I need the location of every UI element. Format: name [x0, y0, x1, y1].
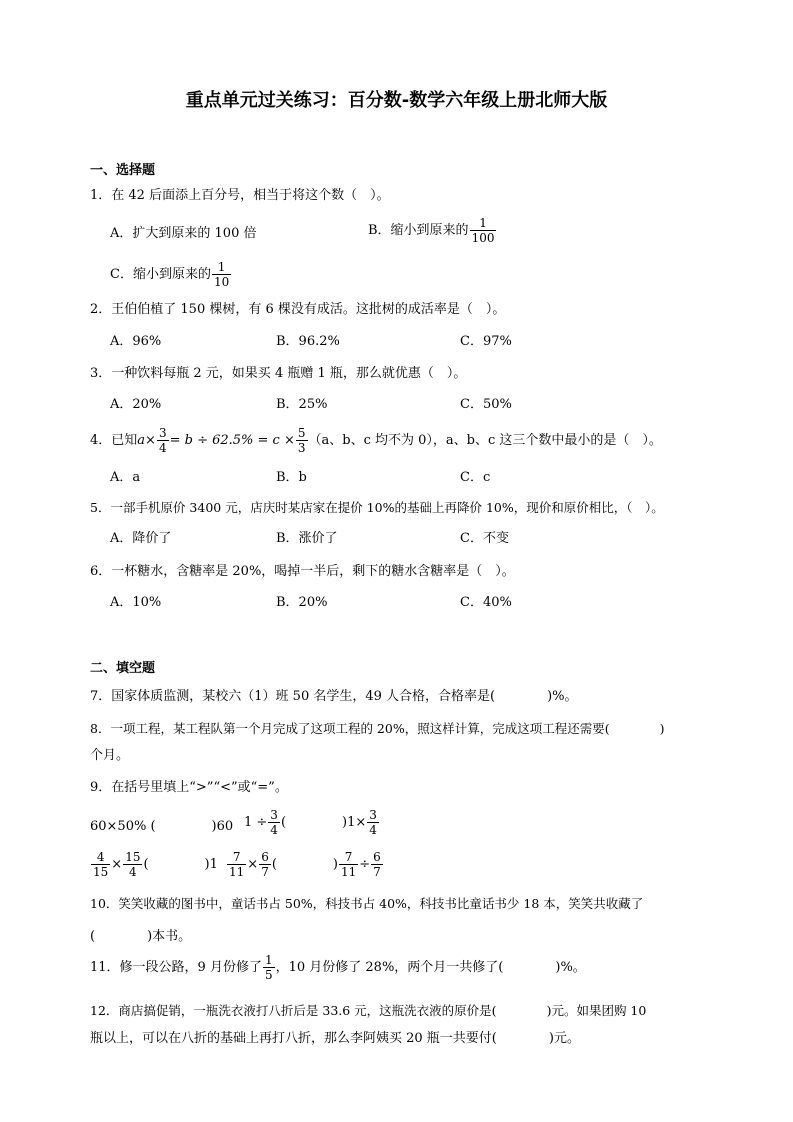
divide-sign: ÷ [359, 857, 371, 872]
question-10-line-1: 10．笑笑收藏的图书中，童话书占 50%，科技书占 40%，科技书比童话书少 18 本，笑笑共收藏了 [90, 896, 644, 911]
question-9-expression-4 [226, 850, 384, 879]
numerator: 6 [373, 850, 381, 864]
q11-suffix: ，10 月份修了 28%，两个月一共修了( )%。 [275, 960, 586, 975]
denominator: 4 [158, 441, 167, 455]
numerator: 6 [261, 850, 269, 864]
expr-left: 60×50% ( [90, 819, 156, 834]
denominator: 7 [261, 865, 269, 879]
question-7-stem: 7．国家体质监测，某校六（1）班 50 名学生，49 人合格，合格率是( )%。 [90, 689, 578, 704]
question-9-expression-2 [244, 808, 380, 837]
section-heading-fill: 二、填空题 [90, 661, 156, 676]
denominator: 15 [93, 865, 109, 879]
question-1-option-c [110, 260, 232, 289]
numerator: 4 [91, 850, 110, 865]
numerator: 1 [264, 953, 273, 967]
page-title: 重点单元过关练习：百分数-数学六年级上册北师大版 [185, 90, 608, 111]
numerator: 3 [369, 808, 377, 822]
question-10-line-2: ( )本书。 [90, 929, 192, 944]
denominator: 3 [297, 441, 306, 455]
question-6-option-c: C．40% [460, 595, 512, 610]
fraction [470, 216, 497, 245]
question-1-option-a: A．扩大到原来的 100 倍 [110, 226, 257, 241]
question-4-option-b: B．b [276, 470, 307, 485]
expr-left: 1 ÷ [244, 815, 268, 830]
numerator: 15 [125, 850, 141, 864]
numerator: 5 [297, 426, 306, 440]
option-b-label: B．缩小到原来的 [368, 223, 469, 238]
fraction [339, 850, 358, 879]
question-4-option-a: A．a [110, 470, 141, 485]
question-3-option-c: C．50% [460, 397, 512, 412]
denominator: 5 [264, 968, 273, 982]
fraction [367, 808, 379, 837]
numerator: 3 [158, 426, 167, 440]
question-5-option-c: C．不变 [460, 531, 509, 546]
question-5-option-b: B．涨价了 [276, 531, 338, 546]
open-paren: ( [280, 815, 287, 830]
denominator: 4 [270, 823, 278, 837]
question-3-option-a: A．20% [110, 397, 162, 412]
fraction [268, 808, 280, 837]
question-4-option-c: C．c [460, 470, 491, 485]
numerator: 7 [227, 850, 246, 865]
variable-a: a [137, 433, 146, 448]
section-heading-choice: 一、选择题 [90, 163, 156, 178]
times-sign: × [145, 433, 156, 448]
denominator: 11 [229, 865, 245, 879]
fraction [296, 426, 308, 455]
denominator: 11 [340, 865, 357, 879]
question-6-stem: 6．一杯糖水，含糖率是 20%，喝掉一半后，剩下的糖水含糖率是（ ）。 [90, 564, 515, 579]
question-1-stem: 1．在 42 后面添上百分号，相当于将这个数（ ）。 [90, 188, 390, 203]
denominator: 4 [369, 823, 377, 837]
numerator: 3 [270, 808, 278, 822]
question-2-option-b: B．96.2% [276, 334, 340, 349]
fraction [123, 850, 142, 879]
question-9-expression-1 [90, 818, 233, 836]
close-paren: ) [332, 857, 338, 872]
q4-middle-expression: = b ÷ 62.5% = c × [169, 433, 295, 448]
times-sign: × [247, 857, 259, 872]
fraction [157, 426, 169, 455]
denominator: 10 [213, 275, 230, 289]
fraction [263, 953, 275, 982]
question-1-option-b [368, 216, 497, 245]
fraction [91, 850, 110, 879]
numerator: 1 [212, 260, 231, 275]
question-8-line-2: 个月。 [90, 748, 130, 763]
fraction [371, 850, 383, 879]
open-paren: ( [143, 857, 149, 872]
fraction [227, 850, 246, 879]
question-3-stem: 3．一种饮料每瓶 2 元，如果买 4 瓶赠 1 瓶，那么就优惠（ ）。 [90, 366, 467, 381]
question-4-stem [90, 426, 662, 455]
expr-right: )1 [204, 857, 218, 872]
expr-right: )1× [342, 815, 367, 830]
fraction [212, 260, 231, 289]
denominator: 100 [471, 231, 495, 245]
denominator: 4 [129, 865, 137, 879]
question-12-line-2: 瓶以上，可以在八折的基础上再打八折，那么李阿姨买 20 瓶一共要付( )元。 [90, 1031, 580, 1046]
question-6-option-b: B．20% [276, 595, 328, 610]
question-9-expression-3 [90, 850, 218, 879]
question-2-stem: 2．王伯伯植了 150 棵树，有 6 棵没有成活。这批树的成活率是（ ）。 [90, 302, 506, 317]
question-12-line-1: 12．商店搞促销，一瓶洗衣液打八折后是 33.6 元，这瓶洗衣液的原价是( )元。如果团购 10 [90, 1003, 647, 1018]
open-paren: ( [271, 857, 277, 872]
numerator: 7 [339, 850, 358, 865]
question-6-option-a: A．10% [110, 595, 162, 610]
q4-suffix: （a、b、c 均不为 0），a、b、c 这三个数中最小的是（ ）。 [308, 433, 662, 448]
question-5-option-a: A．降价了 [110, 531, 172, 546]
expr-right: )60 [211, 819, 234, 834]
option-c-label: C．缩小到原来的 [110, 267, 211, 282]
question-3-option-b: B．25% [276, 397, 328, 412]
times-sign: × [111, 857, 123, 872]
question-5-stem: 5．一部手机原价 3400 元，店庆时某店家在提价 10%的基础上再降价 10%，现价和原价相比，（ ）。 [90, 500, 664, 515]
question-9-stem: 9．在括号里填上“>”“<”或“=”。 [90, 780, 288, 795]
denominator: 7 [373, 865, 381, 879]
question-2-option-a: A．96% [110, 334, 162, 349]
q4-prefix: 4．已知 [90, 433, 138, 448]
q11-prefix: 11．修一段公路，9 月份修了 [90, 960, 262, 975]
fraction [259, 850, 271, 879]
numerator: 1 [470, 216, 497, 231]
question-11-stem [90, 953, 586, 982]
question-2-option-c: C．97% [460, 334, 512, 349]
question-8-line-1: 8．一项工程，某工程队第一个月完成了这项工程的 20%，照这样计算，完成这项工程还需要( ) [90, 721, 665, 736]
